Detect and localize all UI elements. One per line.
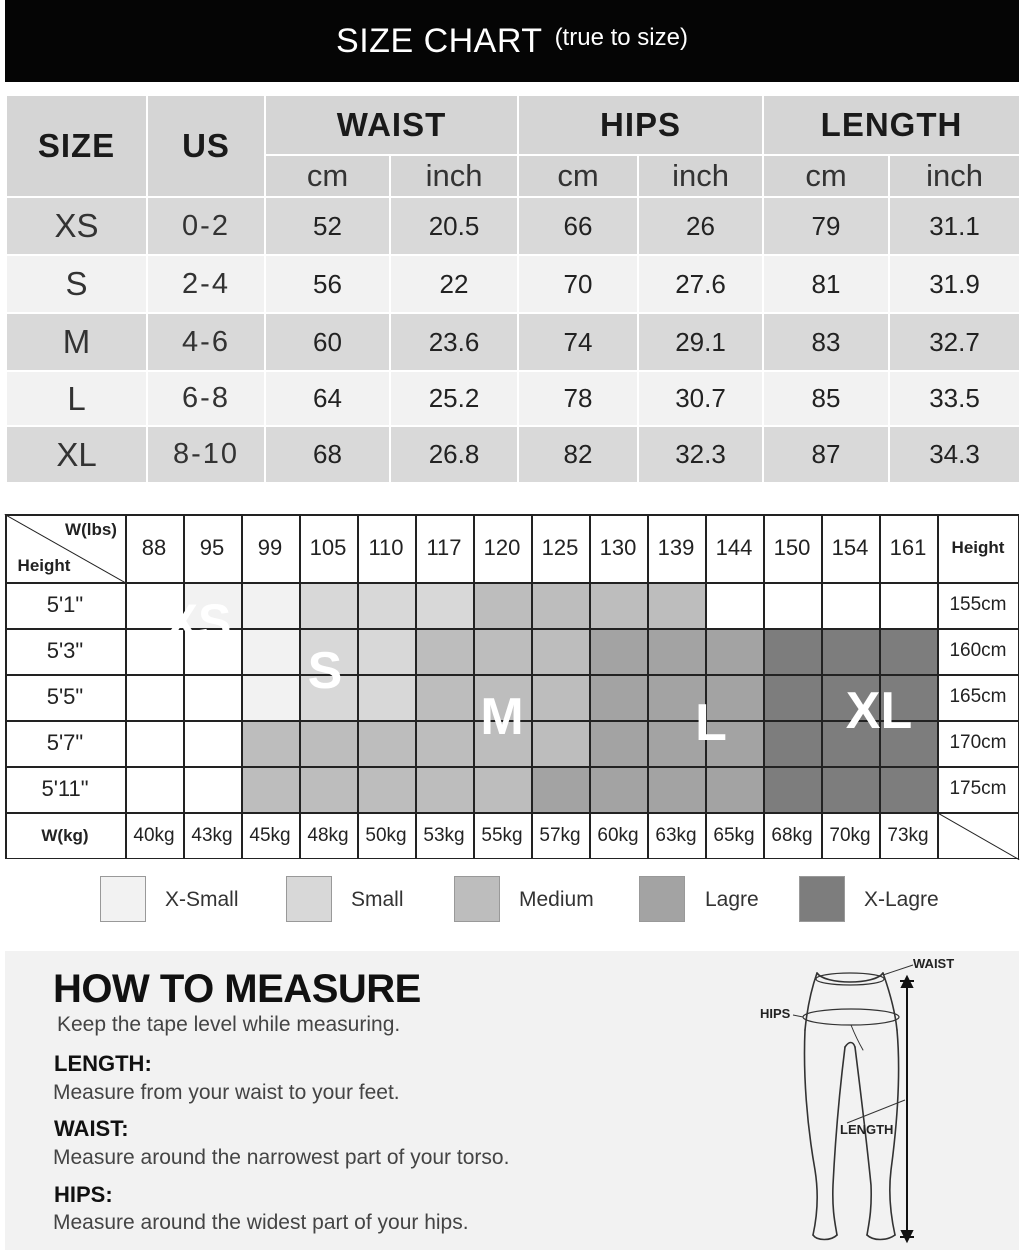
height-cm-cell: 175cm bbox=[949, 778, 1007, 799]
grid-cell bbox=[357, 674, 415, 720]
legend-swatch bbox=[639, 876, 685, 922]
grid-line bbox=[5, 766, 1019, 768]
waist-heading: WAIST: bbox=[54, 1116, 129, 1141]
measure-title: HOW TO MEASURE bbox=[53, 967, 421, 1011]
measurement-cell: 66 bbox=[518, 197, 638, 255]
height-ft-cell: 5'3" bbox=[46, 638, 84, 663]
length-description: Measure from your waist to your feet. bbox=[53, 1081, 400, 1104]
height-ft-cell: 5'7" bbox=[46, 730, 84, 755]
grid-cell bbox=[821, 766, 879, 812]
grid-cell bbox=[299, 766, 357, 812]
measurement-cell: 30.7 bbox=[638, 371, 763, 426]
unit-header: inch bbox=[638, 155, 763, 197]
length-column-header: LENGTH bbox=[763, 95, 1020, 155]
size-row bbox=[6, 197, 1020, 255]
kg-cell: 65kg bbox=[713, 824, 755, 846]
grid-cell bbox=[647, 628, 705, 674]
lbs-header-cell: 99 bbox=[257, 535, 283, 560]
measurement-cell: 26.8 bbox=[390, 426, 518, 483]
kg-cell: 57kg bbox=[539, 824, 581, 846]
legend-label: Lagre bbox=[705, 888, 759, 911]
kg-row-label: W(kg) bbox=[41, 825, 89, 845]
lbs-header-cell: 154 bbox=[831, 535, 869, 560]
size-row bbox=[6, 426, 1020, 483]
hips-column-header: HIPS bbox=[518, 95, 763, 155]
unit-header: inch bbox=[889, 155, 1020, 197]
unit-header: cm bbox=[265, 155, 390, 197]
grid-cell bbox=[763, 766, 821, 812]
grid-cell bbox=[415, 674, 473, 720]
grid-cell bbox=[821, 628, 879, 674]
page-subtitle: (true to size) bbox=[554, 24, 688, 51]
hips-description: Measure around the widest part of your hips. bbox=[53, 1211, 469, 1234]
grid-cell bbox=[357, 628, 415, 674]
figure-waist-label: WAIST bbox=[913, 956, 955, 971]
grid-cell bbox=[821, 582, 879, 628]
grid-cell bbox=[299, 720, 357, 766]
grid-cell bbox=[125, 766, 183, 812]
us-size-cell: 0-2 bbox=[147, 197, 265, 255]
us-size-cell: 6-8 bbox=[147, 371, 265, 426]
grid-cell bbox=[763, 628, 821, 674]
height-ft-cell: 5'1" bbox=[46, 592, 84, 617]
measurement-cell: 22 bbox=[390, 255, 518, 313]
lbs-header-cell: 110 bbox=[368, 535, 404, 560]
grid-cell bbox=[763, 674, 821, 720]
kg-cell: 73kg bbox=[887, 824, 929, 846]
size-cell: M bbox=[6, 313, 147, 371]
grid-cell bbox=[879, 582, 937, 628]
waist-description: Measure around the narrowest part of your torso. bbox=[53, 1146, 510, 1169]
legend-label: Small bbox=[351, 888, 404, 911]
measurement-cell: 52 bbox=[265, 197, 390, 255]
grid-cell bbox=[589, 628, 647, 674]
grid-cell bbox=[415, 628, 473, 674]
grid-cell bbox=[647, 582, 705, 628]
lbs-header-cell: 144 bbox=[715, 535, 753, 560]
grid-cell bbox=[763, 720, 821, 766]
measurement-cell: 87 bbox=[763, 426, 889, 483]
grid-cell bbox=[705, 582, 763, 628]
measurement-cell: 31.9 bbox=[889, 255, 1020, 313]
kg-cell: 53kg bbox=[423, 824, 465, 846]
size-cell: L bbox=[6, 371, 147, 426]
measurement-cell: 78 bbox=[518, 371, 638, 426]
measurement-cell: 32.3 bbox=[638, 426, 763, 483]
grid-cell bbox=[531, 720, 589, 766]
grid-cell bbox=[241, 628, 299, 674]
measurement-cell: 56 bbox=[265, 255, 390, 313]
us-size-cell: 8-10 bbox=[147, 426, 265, 483]
legend-label: Medium bbox=[519, 888, 594, 911]
grid-cell bbox=[241, 720, 299, 766]
measurement-cell: 20.5 bbox=[390, 197, 518, 255]
grid-cell bbox=[879, 628, 937, 674]
length-heading: LENGTH: bbox=[54, 1051, 152, 1076]
kg-cell: 55kg bbox=[481, 824, 523, 846]
grid-cell bbox=[357, 582, 415, 628]
measurement-cell: 70 bbox=[518, 255, 638, 313]
figure-hips-label: HIPS bbox=[760, 1006, 791, 1021]
us-size-cell: 4-6 bbox=[147, 313, 265, 371]
measurement-cell: 64 bbox=[265, 371, 390, 426]
lbs-header-cell: 139 bbox=[657, 535, 695, 560]
measurement-cell: 68 bbox=[265, 426, 390, 483]
grid-cell bbox=[473, 582, 531, 628]
grid-cell bbox=[125, 720, 183, 766]
unit-header: cm bbox=[763, 155, 889, 197]
measurement-cell: 31.1 bbox=[889, 197, 1020, 255]
measurement-cell: 23.6 bbox=[390, 313, 518, 371]
zone-size-label: S bbox=[307, 642, 343, 700]
grid-cell bbox=[589, 766, 647, 812]
measurement-cell: 83 bbox=[763, 313, 889, 371]
legend-swatch bbox=[100, 876, 146, 922]
grid-cell bbox=[531, 766, 589, 812]
size-row bbox=[6, 371, 1020, 426]
measurement-cell: 33.5 bbox=[889, 371, 1020, 426]
zone-size-label: XS bbox=[164, 594, 232, 650]
grid-cell bbox=[589, 720, 647, 766]
size-cell: S bbox=[6, 255, 147, 313]
grid-cell bbox=[705, 628, 763, 674]
measure-subtitle: Keep the tape level while measuring. bbox=[57, 1013, 401, 1036]
height-cm-cell: 155cm bbox=[949, 594, 1007, 615]
size-cell: XS bbox=[6, 197, 147, 255]
grid-cell bbox=[299, 582, 357, 628]
lbs-header-cell: 105 bbox=[309, 535, 347, 560]
weight-height-grid bbox=[5, 514, 1019, 859]
grid-cell bbox=[241, 582, 299, 628]
legend-swatch bbox=[799, 876, 845, 922]
grid-cell bbox=[531, 582, 589, 628]
grid-cell bbox=[531, 674, 589, 720]
grid-cell bbox=[531, 628, 589, 674]
grid-cell bbox=[879, 766, 937, 812]
size-chart-header bbox=[5, 0, 1019, 82]
height-cm-cell: 160cm bbox=[949, 640, 1007, 661]
unit-header: cm bbox=[518, 155, 638, 197]
height-cm-cell: 170cm bbox=[949, 732, 1007, 753]
grid-cell bbox=[647, 766, 705, 812]
kg-cell: 40kg bbox=[133, 824, 175, 846]
measurement-cell: 27.6 bbox=[638, 255, 763, 313]
measurement-cell: 32.7 bbox=[889, 313, 1020, 371]
measurement-cell: 81 bbox=[763, 255, 889, 313]
grid-cell bbox=[183, 674, 241, 720]
size-legend bbox=[0, 876, 1027, 926]
hips-heading: HIPS: bbox=[54, 1182, 113, 1207]
measurement-cell: 25.2 bbox=[390, 371, 518, 426]
kg-cell: 45kg bbox=[249, 824, 291, 846]
kg-cell: 43kg bbox=[191, 824, 233, 846]
lbs-header-cell: 95 bbox=[199, 535, 225, 560]
corner-height-label: Height bbox=[17, 556, 71, 575]
grid-cell bbox=[357, 766, 415, 812]
page-title: SIZE CHART bbox=[336, 21, 543, 60]
grid-cell bbox=[183, 766, 241, 812]
lbs-header-cell: 117 bbox=[426, 535, 462, 560]
measurement-figure-illustration bbox=[755, 955, 965, 1245]
lbs-header-cell: 130 bbox=[599, 535, 637, 560]
grid-cell bbox=[589, 674, 647, 720]
size-table bbox=[5, 94, 1021, 484]
kg-cell: 48kg bbox=[307, 824, 349, 846]
grid-cell bbox=[589, 582, 647, 628]
grid-cell bbox=[415, 720, 473, 766]
zone-size-label: XL bbox=[845, 682, 913, 740]
size-row bbox=[6, 255, 1020, 313]
measurement-cell: 29.1 bbox=[638, 313, 763, 371]
measurement-cell: 79 bbox=[763, 197, 889, 255]
lbs-header-cell: 88 bbox=[141, 535, 167, 560]
grid-cell bbox=[705, 766, 763, 812]
grid-cell bbox=[415, 766, 473, 812]
grid-cell bbox=[415, 582, 473, 628]
measurement-cell: 74 bbox=[518, 313, 638, 371]
us-size-cell: 2-4 bbox=[147, 255, 265, 313]
grid-cell bbox=[473, 766, 531, 812]
zone-size-label: L bbox=[695, 694, 727, 752]
height-ft-cell: 5'5" bbox=[46, 684, 84, 709]
lbs-header-cell: 150 bbox=[773, 535, 811, 560]
lbs-header-cell: 120 bbox=[483, 535, 521, 560]
kg-cell: 63kg bbox=[655, 824, 697, 846]
kg-cell: 68kg bbox=[771, 824, 813, 846]
lbs-header-cell: 125 bbox=[541, 535, 579, 560]
legend-swatch bbox=[286, 876, 332, 922]
grid-cell bbox=[357, 720, 415, 766]
corner-weight-label: W(lbs) bbox=[65, 520, 117, 539]
grid-cell bbox=[241, 766, 299, 812]
kg-cell: 70kg bbox=[829, 824, 871, 846]
unit-header: inch bbox=[390, 155, 518, 197]
lbs-header-cell: 161 bbox=[889, 535, 927, 560]
height-ft-cell: 5'11" bbox=[41, 776, 89, 801]
grid-cell bbox=[763, 582, 821, 628]
height-cm-header: Height bbox=[951, 538, 1005, 557]
measurement-cell: 34.3 bbox=[889, 426, 1020, 483]
grid-line bbox=[5, 674, 1019, 676]
measurement-cell: 82 bbox=[518, 426, 638, 483]
measurement-cell: 60 bbox=[265, 313, 390, 371]
legend-swatch bbox=[454, 876, 500, 922]
legend-label: X-Small bbox=[165, 888, 239, 911]
diagonal-divider bbox=[936, 812, 1019, 860]
us-column-header: US bbox=[147, 95, 265, 197]
figure-length-label: LENGTH bbox=[840, 1122, 894, 1137]
measurement-cell: 26 bbox=[638, 197, 763, 255]
height-cm-cell: 165cm bbox=[949, 686, 1007, 707]
grid-line bbox=[5, 582, 1019, 584]
grid-cell bbox=[473, 628, 531, 674]
size-column-header: SIZE bbox=[6, 95, 147, 197]
measurement-cell: 85 bbox=[763, 371, 889, 426]
kg-cell: 50kg bbox=[365, 824, 407, 846]
size-row bbox=[6, 313, 1020, 371]
grid-cell bbox=[241, 674, 299, 720]
grid-cell bbox=[183, 720, 241, 766]
size-cell: XL bbox=[6, 426, 147, 483]
waist-column-header: WAIST bbox=[265, 95, 518, 155]
grid-cell bbox=[125, 674, 183, 720]
legend-label: X-Lagre bbox=[864, 888, 939, 911]
zone-size-label: M bbox=[480, 688, 524, 746]
kg-cell: 60kg bbox=[597, 824, 639, 846]
